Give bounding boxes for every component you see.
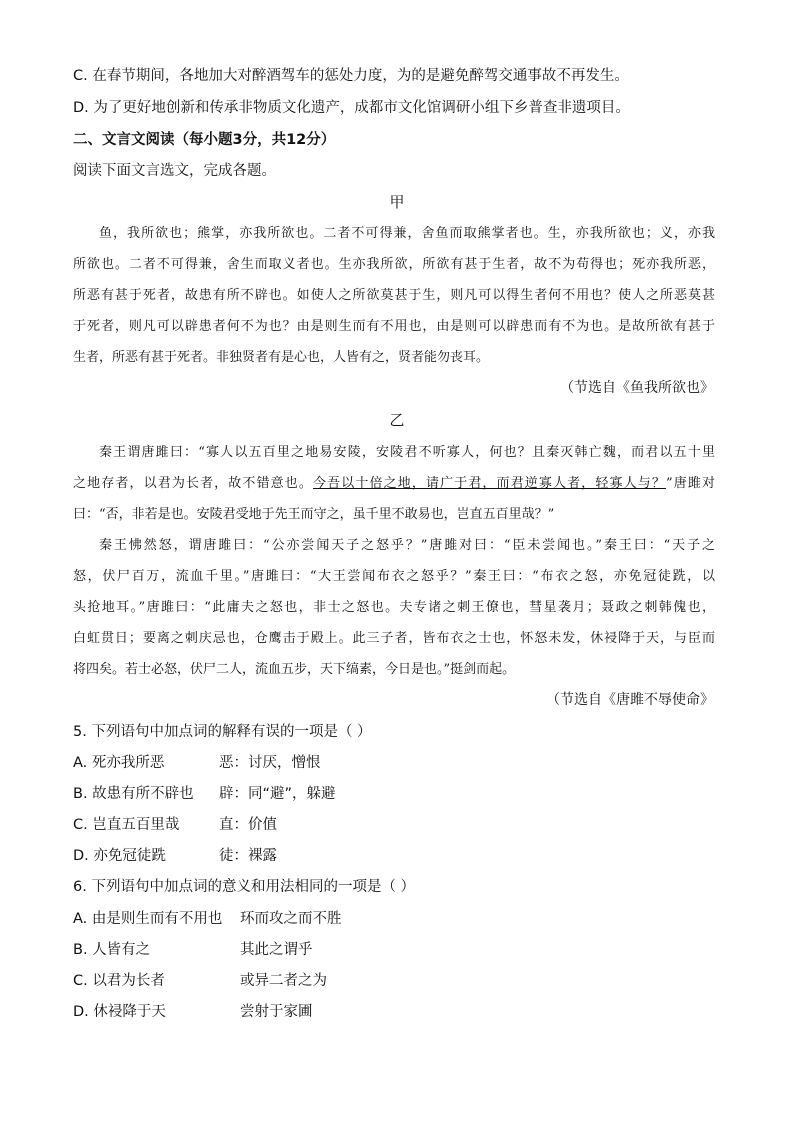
option-gloss: 直：价值 <box>219 817 277 833</box>
section-instruction: 阅读下面文言选文，完成各题。 <box>73 163 276 179</box>
question-6-stem: 6. 下列语句中加点词的意义和用法相同的一项是（ ） <box>73 879 416 895</box>
option-d: D. 为了更好地创新和传承非物质文化遗产，成都市文化馆调研小组下乡普查非遗项目。 <box>73 100 630 116</box>
passage-a-line: 生者，所恶有甚于死者。非独贤者有是心也，人皆有之，贤者能勿丧耳。 <box>73 350 490 365</box>
question-6-option <box>73 971 327 991</box>
option-gloss: 或异二者之为 <box>240 973 327 989</box>
passage-b-line: 秦王怫然怒，谓唐雎曰：“公亦尝闻天子之怒乎？”唐雎对曰：“臣未尝闻也。”秦王曰：“天子之 <box>99 538 715 553</box>
passage-b-line: 曰：“否，非若是也。安陵君受地于先王而守之，虽千里不敢易也，岂直五百里哉？” <box>73 507 555 522</box>
option-text: A. 由是则生而有不用也 <box>73 911 223 927</box>
passage-b-source: （节选自《唐雎不辱使命》 <box>546 692 714 708</box>
passage-b-line: 白虹贯日；要离之刺庆忌也，仓鹰击于殿上。此三子者，皆布衣之士也，怀怒未发，休祲降于天，与臣而 <box>73 631 715 646</box>
option-gloss: 恶：讨厌，憎恨 <box>219 755 321 771</box>
option-text: A. 死亦我所恶 <box>73 755 165 771</box>
option-text: B. 人皆有之 <box>73 942 151 958</box>
option-c: C. 在春节期间，各地加大对醉酒驾车的惩处力度，为的是避免醉驾交通事故不再发生。 <box>73 68 629 84</box>
passage-a-label: 甲 <box>389 193 405 211</box>
option-text: D. 休祲降于天 <box>73 1004 166 1020</box>
option-gloss: 环而攻之而不胜 <box>240 911 342 927</box>
option-text: B. 故患有所不辟也 <box>73 786 194 802</box>
option-text: C. 以君为长者 <box>73 973 165 989</box>
passage-b-line: 怒，伏尸百万，流血千里。”唐雎曰：“大王尝闻布衣之怒乎？”秦王曰：“布衣之怒，亦免冠徒跣，以 <box>73 569 715 584</box>
question-5-stem: 5. 下列语句中加点词的解释有误的一项是（ ） <box>73 724 372 740</box>
passage-b-line <box>73 474 715 494</box>
passage-b-line: 秦王谓唐雎曰：“寡人以五百里之地易安陵，安陵君不听寡人，何也？且秦灭韩亡魏，而君以五十里 <box>99 445 715 460</box>
option-gloss: 尝射于家圃 <box>240 1004 313 1020</box>
question-6-option <box>73 909 342 929</box>
section-heading: 二、文言文阅读（每小题3分，共12分） <box>73 132 336 148</box>
option-text: C. 岂直五百里哉 <box>73 817 180 833</box>
passage-b-text: 之地存者，以君为长者，故不错意也。 <box>73 476 314 491</box>
passage-b-line: 头抢地耳。”唐雎曰：“此庸夫之怒也，非士之怒也。夫专诸之刺王僚也，彗星袭月；聂政之刺韩傀也， <box>73 600 715 615</box>
question-5-option <box>73 753 321 773</box>
option-gloss: 其此之谓乎 <box>240 942 313 958</box>
question-5-option <box>73 784 336 804</box>
passage-a-source: （节选自《鱼我所欲也》 <box>560 380 714 396</box>
option-text: D. 亦免冠徒跣 <box>73 848 166 864</box>
option-gloss: 辟：同“避”，躲避 <box>219 786 336 802</box>
underlined-sentence: 今吾以十倍之地，请广于君，而君逆寡人者，轻寡人与？ <box>313 476 666 491</box>
passage-b-line: 将四矣。若士必怒，伏尸二人，流血五步，天下缟素，今日是也。”挺剑而起。 <box>73 662 516 677</box>
question-5-option <box>73 815 277 835</box>
passage-a-line: 鱼，我所欲也；熊掌，亦我所欲也。二者不可得兼，舍鱼而取熊掌者也。生，亦我所欲也；义，亦我 <box>99 226 715 241</box>
question-6-option <box>73 1002 313 1022</box>
question-5-option <box>73 846 277 866</box>
passage-b-text: ”唐雎对 <box>665 476 715 491</box>
question-6-option <box>73 940 313 960</box>
option-gloss: 徒：裸露 <box>219 848 277 864</box>
passage-a-line: 所恶有甚于死者，故患有所不辟也。如使人之所欲莫甚于生，则凡可以得生者何不用也？使人之所恶莫甚 <box>73 288 715 303</box>
passage-a-line: 于死者，则凡可以辟患者何不为也？由是则生而有不用也，由是则可以辟患而有不为也。是故所欲有甚于 <box>73 319 715 334</box>
passage-b-label: 乙 <box>389 411 405 429</box>
passage-a-line: 所欲也。二者不可得兼，舍生而取义者也。生亦我所欲，所欲有甚于生者，故不为苟得也；死亦我所恶， <box>73 257 715 272</box>
